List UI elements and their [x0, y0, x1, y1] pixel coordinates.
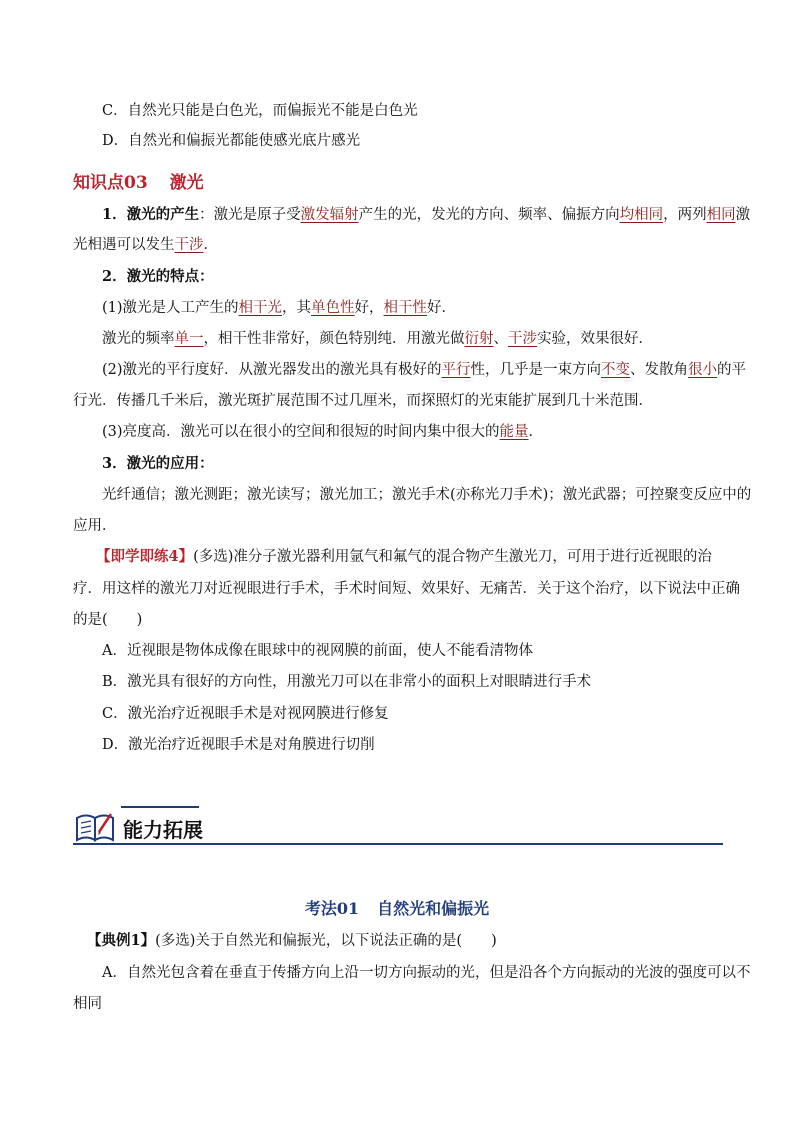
keyword: 能量: [499, 424, 529, 440]
text: 激光的频率: [102, 331, 175, 347]
keyword: 衍射: [464, 331, 494, 347]
example-option-a-line-1: A．自然光包含着在垂直于传播方向上沿一切方向振动的光，但是沿各个方向振动的光波的强度可以不: [102, 965, 751, 981]
text: (3)亮度高．激光可以在很小的空间和很短的时间内集中很大的: [102, 424, 500, 440]
option-d-prev: D．自然光和偏振光都能使感光底片感光: [102, 133, 361, 149]
text: 产生的光，发光的方向、频率、偏振方向: [358, 207, 620, 223]
para-2-2-line-2: 行光．传播几千米后，激光斑扩展范围不过几厘米，而探照灯的光束能扩展到几十米范围．: [73, 393, 653, 409]
text: 好．: [427, 300, 457, 316]
text: ，相干性非常好，颜色特别纯．用激光做: [203, 331, 465, 347]
ability-banner: [73, 806, 723, 846]
option-c-prev: C．自然光只能是白色光，而偏振光不能是白色光: [102, 103, 418, 119]
text: 激: [735, 207, 751, 223]
banner-top-line: [121, 806, 199, 808]
practice-option-d: D．激光治疗近视眼手术是对角膜进行切削: [102, 737, 375, 753]
text: (多选)关于自然光和偏振光，以下说法正确的是( ): [155, 933, 497, 949]
text: 实验，效果很好．: [537, 331, 653, 347]
keyword: 相干光: [238, 300, 283, 316]
keyword: 均相同: [619, 207, 664, 223]
example-option-a-line-2: 相同: [73, 996, 102, 1012]
keyword: 单色性: [311, 300, 355, 316]
keyword: 相干性: [383, 300, 428, 316]
text: ：激光是原子受: [199, 207, 301, 223]
keyword: 很小: [688, 362, 718, 378]
example-tag: 【典例1】: [87, 932, 156, 949]
para-1-line-1: [102, 205, 750, 225]
keyword: 激发辐射: [300, 207, 359, 223]
practice-tag: 【即学即练4】: [96, 548, 194, 565]
method-heading: [0, 896, 794, 919]
section-number: 知识点03: [73, 173, 148, 193]
banner-rule: [73, 843, 723, 845]
para-2-3: [102, 422, 543, 442]
method-number: 考法01: [304, 899, 360, 918]
para-2-label: 2．激光的特点：: [102, 268, 214, 285]
method-name: 自然光和偏振光: [377, 899, 490, 918]
text: 、: [493, 331, 508, 347]
keyword: 相同: [706, 207, 736, 223]
para-3-label: 3．激光的应用：: [102, 455, 214, 472]
practice-option-a: A．近视眼是物体成像在眼球中的视网膜的前面，使人不能看清物体: [102, 643, 533, 659]
practice-line-3: 的是( ): [73, 612, 143, 628]
text: (2)激光的平行度好．从激光器发出的激光具有极好的: [102, 362, 442, 378]
para-3-line-2: 应用．: [73, 518, 117, 534]
practice-line-1: [96, 547, 712, 567]
text: 、发散角: [630, 362, 689, 378]
practice-line-2: 疗．用这样的激光刀对近视眼进行手术，手术时间短、效果好、无痛苦．关于这个治疗，以下说法中正确: [73, 581, 740, 597]
text: ，其: [282, 300, 312, 316]
text: (1)激光是人工产生的: [102, 300, 239, 316]
text: 的平: [717, 362, 747, 378]
para-3-line-1: 光纤通信；激光测距；激光读写；激光加工；激光手术(亦称光刀手术)；激光武器；可控聚变反应中的: [102, 487, 752, 503]
keyword: 平行: [441, 362, 471, 378]
ability-title: 能力拓展: [123, 818, 203, 842]
practice-option-c: C．激光治疗近视眼手术是对视网膜进行修复: [102, 706, 389, 722]
section-name: 激光: [169, 173, 204, 193]
para-2-2-line-1: [102, 360, 746, 380]
para-2-1b: [102, 329, 653, 349]
text: 好，: [354, 300, 384, 316]
practice-option-b: B．激光具有很好的方向性，用激光刀可以在非常小的面积上对眼睛进行手术: [102, 674, 592, 690]
para-label: 1．激光的产生: [102, 206, 200, 223]
example-line: [87, 931, 497, 951]
text: ，两列: [663, 207, 707, 223]
keyword: 不变: [601, 362, 631, 378]
text: ．: [203, 237, 218, 253]
text: 光相遇可以发生: [73, 237, 175, 253]
open-book-pen-icon: [73, 808, 117, 844]
text: ．: [528, 424, 544, 440]
keyword: 干涉: [508, 331, 537, 347]
keyword: 单一: [174, 331, 204, 347]
keyword: 干涉: [174, 237, 204, 253]
text: 性，几乎是一束方向: [470, 362, 602, 378]
para-1-line-2: [73, 235, 218, 255]
para-2-1: [102, 298, 456, 318]
section-heading: [73, 168, 204, 193]
text: (多选)准分子激光器利用氩气和氟气的混合物产生激光刀，可用于进行近视眼的治: [193, 549, 712, 565]
